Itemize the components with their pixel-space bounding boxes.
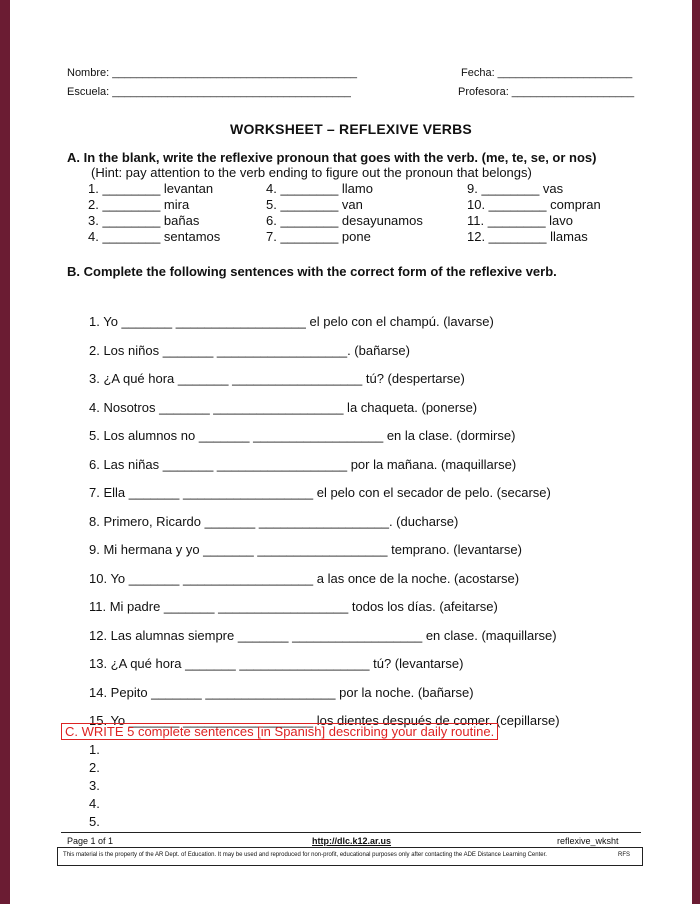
- routine-line[interactable]: 5.: [89, 814, 100, 829]
- sentence-item[interactable]: 1. Yo _______ __________________ el pelo con el champú. (lavarse): [89, 314, 494, 329]
- sentence-item[interactable]: 8. Primero, Ricardo _______ __________________. (ducharse): [89, 513, 459, 529]
- sentence-item[interactable]: 15. Yo _______ __________________ los dientes después de comer. (cepillarse): [89, 713, 560, 728]
- section-a-hint: (Hint: pay attention to the verb ending to figure out the pronoun that belongs): [91, 165, 532, 180]
- sentence-item[interactable]: 5. Los alumnos no _______ __________________ en la clase. (dormirse): [89, 428, 516, 443]
- list-item[interactable]: 12. ________ llamas: [467, 229, 588, 244]
- section-a-column-3: [467, 181, 601, 245]
- fecha-field[interactable]: Fecha: ______________________: [461, 67, 633, 79]
- routine-line[interactable]: 1.: [89, 742, 100, 757]
- list-item[interactable]: 11. ________ lavo: [467, 213, 574, 228]
- section-c-list: [89, 741, 100, 831]
- list-item[interactable]: 1. ________ levantan: [88, 181, 214, 196]
- copyright-notice: This material is the property of the AR Dept. of Education. It may be used and reproduced for non-profit, educational purposes only after contacting the ADE Distance Learning Center.: [63, 852, 547, 858]
- sentence-item[interactable]: 11. Mi padre _______ __________________ todos los días. (afeitarse): [89, 599, 498, 614]
- page-number: Page 1 of 1: [67, 836, 114, 846]
- sentence-item[interactable]: 9. Mi hermana y yo _______ __________________ temprano. (levantarse): [89, 542, 522, 557]
- routine-line[interactable]: 2.: [89, 760, 100, 775]
- sentence-item[interactable]: 2. Los niños _______ __________________. (bañarse): [89, 342, 410, 358]
- section-c-heading: C. WRITE 5 complete sentences [in Spanish] describing your daily routine.: [61, 723, 498, 740]
- section-b-heading: B. Complete the following sentences with the correct form of the reflexive verb.: [67, 264, 557, 279]
- file-name: reflexive_wksht: [557, 836, 619, 846]
- sentence-item[interactable]: 3. ¿A qué hora _______ __________________ tú? (despertarse): [89, 371, 465, 386]
- list-item[interactable]: 4. ________ llamo: [266, 181, 373, 196]
- sentence-item[interactable]: 12. Las alumnas siempre _______ __________________ en clase. (maquillarse): [89, 627, 557, 643]
- nombre-field[interactable]: Nombre: ________________________________________: [67, 67, 357, 79]
- section-b-sentences: [89, 308, 560, 736]
- list-item[interactable]: 7. ________ pone: [266, 229, 371, 244]
- sentence-item[interactable]: 10. Yo _______ __________________ a las once de la noche. (acostarse): [89, 570, 520, 586]
- list-item[interactable]: 3. ________ bañas: [88, 213, 200, 228]
- section-a-column-2: [266, 181, 423, 245]
- worksheet-title: WORKSHEET – REFLEXIVE VERBS: [230, 121, 472, 137]
- sentence-item[interactable]: 4. Nosotros _______ __________________ la chaqueta. (ponerse): [89, 399, 478, 415]
- escuela-field[interactable]: Escuela: _______________________________________: [67, 86, 351, 98]
- footer-link[interactable]: http://dlc.k12.ar.us: [312, 836, 392, 846]
- routine-line[interactable]: 4.: [89, 796, 100, 811]
- list-item[interactable]: 10. ________ compran: [467, 197, 601, 212]
- section-a-heading: A. In the blank, write the reflexive pronoun that goes with the verb. (me, te, se, or nos): [67, 150, 597, 165]
- sentence-item[interactable]: 6. Las niñas _______ __________________ por la mañana. (maquillarse): [89, 456, 517, 472]
- section-a-column-1: [88, 181, 220, 245]
- profesora-field[interactable]: Profesora: ____________________: [458, 86, 635, 98]
- worksheet-page: [10, 0, 692, 904]
- list-item[interactable]: 6. ________ desayunamos: [266, 213, 423, 228]
- list-item[interactable]: 9. ________ vas: [467, 181, 564, 196]
- list-item[interactable]: 2. ________ mira: [88, 197, 190, 212]
- sentence-item[interactable]: 13. ¿A qué hora _______ __________________ tú? (levantarse): [89, 656, 464, 671]
- sentence-item[interactable]: 7. Ella _______ __________________ el pelo con el secador de pelo. (secarse): [89, 485, 551, 500]
- footer-divider: [61, 832, 641, 833]
- list-item[interactable]: 4. ________ sentamos: [88, 229, 221, 244]
- routine-line[interactable]: 3.: [89, 778, 100, 793]
- list-item[interactable]: 5. ________ van: [266, 197, 363, 212]
- notice-code: RFS: [618, 852, 630, 858]
- sentence-item[interactable]: 14. Pepito _______ __________________ por la noche. (bañarse): [89, 684, 474, 700]
